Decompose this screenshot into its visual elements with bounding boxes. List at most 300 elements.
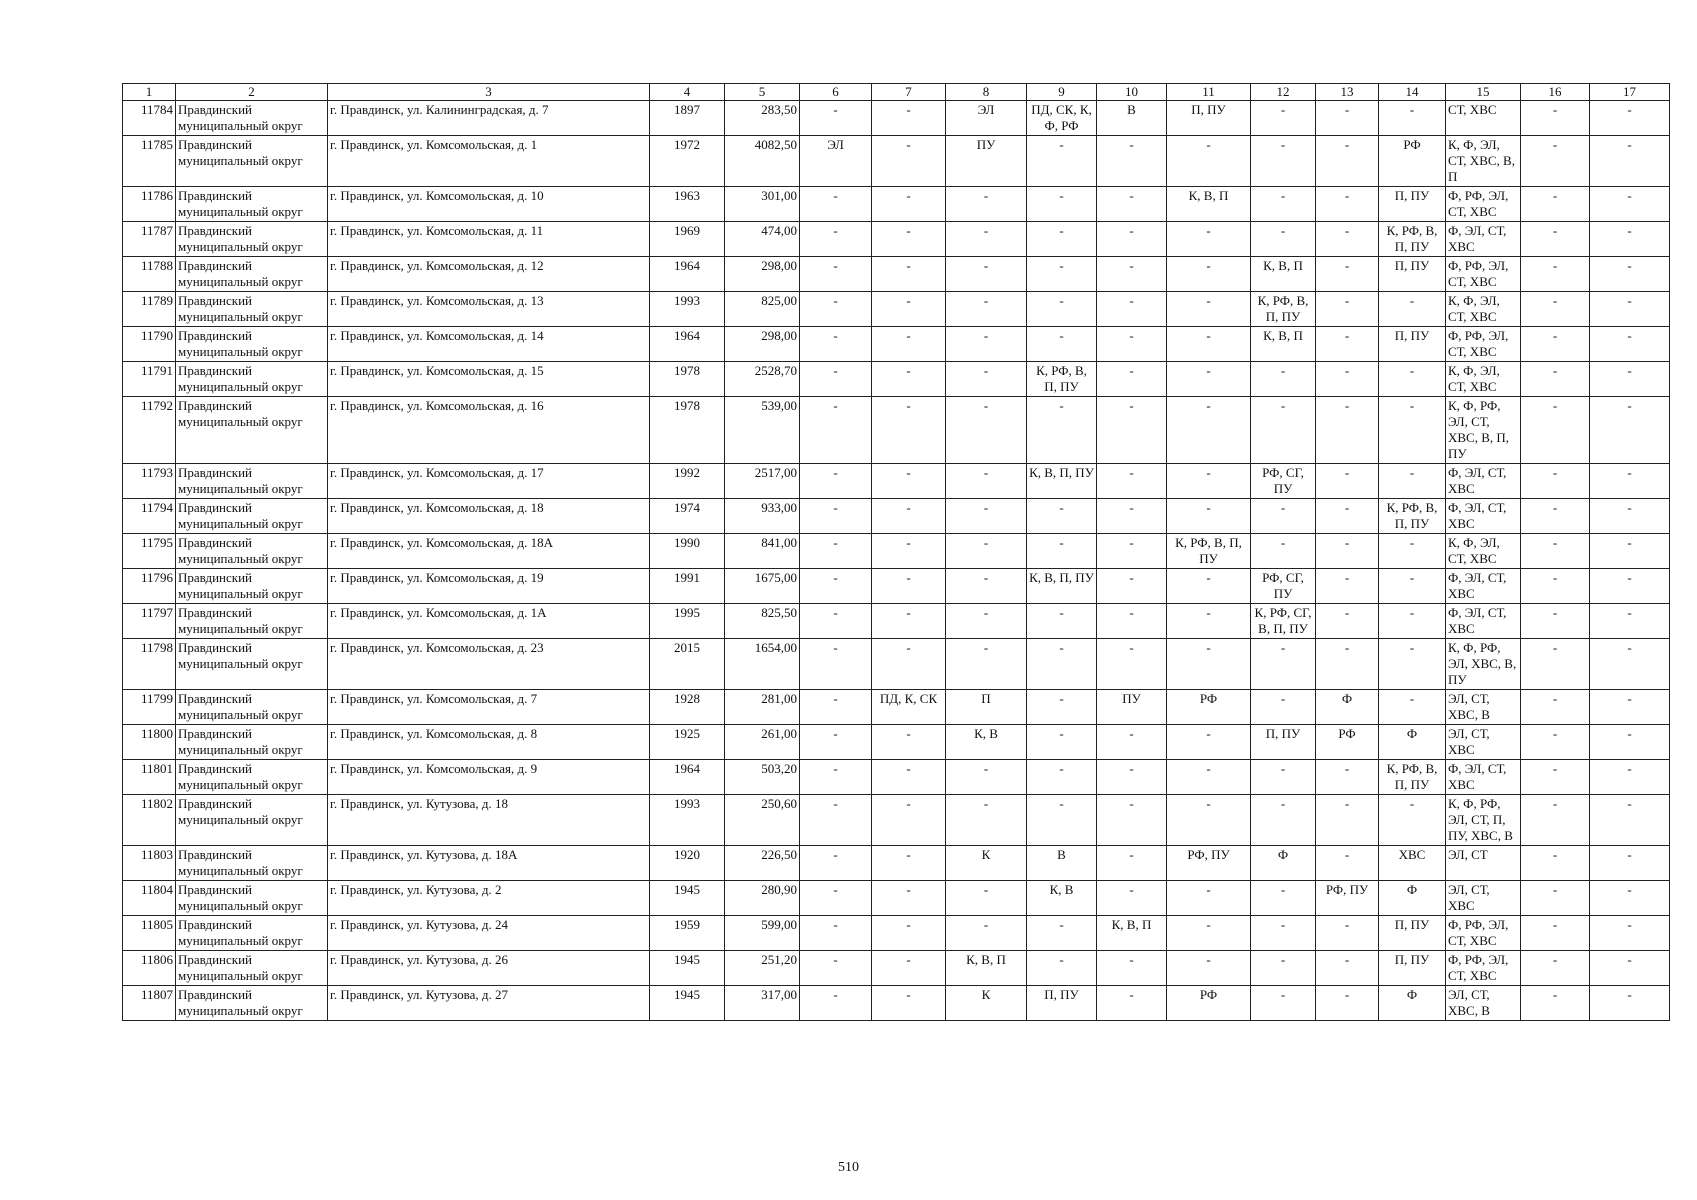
column-header: 16 <box>1521 84 1590 101</box>
table-cell: - <box>1097 986 1167 1021</box>
column-header: 12 <box>1251 84 1316 101</box>
table-cell: 11786 <box>123 187 176 222</box>
column-number-header-row <box>123 84 1670 101</box>
table-cell: К, РФ, В, П, ПУ <box>1379 499 1446 534</box>
table-cell: ЭЛ <box>800 136 872 187</box>
table-cell: - <box>1316 257 1379 292</box>
table-cell: - <box>1251 534 1316 569</box>
table-cell: Правдинский муниципальный округ <box>176 569 328 604</box>
table-cell: Правдинский муниципальный округ <box>176 499 328 534</box>
table-cell: - <box>1027 187 1097 222</box>
table-cell: - <box>1027 327 1097 362</box>
table-cell: - <box>800 534 872 569</box>
table-cell: - <box>946 397 1027 464</box>
table-cell: 11794 <box>123 499 176 534</box>
table-cell: - <box>872 916 946 951</box>
table-cell: - <box>1521 257 1590 292</box>
table-cell: г. Правдинск, ул. Кутузова, д. 26 <box>328 951 650 986</box>
table-cell: - <box>1027 725 1097 760</box>
table-cell: - <box>1097 292 1167 327</box>
table-body <box>123 101 1670 1021</box>
table-cell: 11788 <box>123 257 176 292</box>
table-cell: - <box>1097 397 1167 464</box>
table-cell: Правдинский муниципальный округ <box>176 986 328 1021</box>
table-cell: 1945 <box>650 881 725 916</box>
table-cell: Ф, РФ, ЭЛ, СТ, ХВС <box>1446 327 1521 362</box>
table-cell: - <box>946 534 1027 569</box>
column-header: 13 <box>1316 84 1379 101</box>
table-cell: 1945 <box>650 986 725 1021</box>
table-cell: Правдинский муниципальный округ <box>176 101 328 136</box>
table-cell: П, ПУ <box>1379 327 1446 362</box>
table-cell: - <box>1097 604 1167 639</box>
table-cell: - <box>1590 136 1670 187</box>
table-cell: К, РФ, В, П, ПУ <box>1379 222 1446 257</box>
table-cell: К <box>946 846 1027 881</box>
table-cell: - <box>1379 534 1446 569</box>
table-cell: Ф, ЭЛ, СТ, ХВС <box>1446 464 1521 499</box>
table-cell: - <box>800 604 872 639</box>
table-cell: - <box>1521 725 1590 760</box>
table-cell: Ф, РФ, ЭЛ, СТ, ХВС <box>1446 951 1521 986</box>
table-cell: - <box>1167 951 1251 986</box>
table-cell: К, В, П <box>1167 187 1251 222</box>
table-row <box>123 187 1670 222</box>
table-cell: 11798 <box>123 639 176 690</box>
table-cell: г. Правдинск, ул. Комсомольская, д. 13 <box>328 292 650 327</box>
table-cell: К, В, П, ПУ <box>1027 464 1097 499</box>
table-cell: г. Правдинск, ул. Комсомольская, д. 14 <box>328 327 650 362</box>
table-cell: ПД, СК, К, Ф, РФ <box>1027 101 1097 136</box>
table-cell: г. Правдинск, ул. Комсомольская, д. 23 <box>328 639 650 690</box>
table-cell: - <box>1167 760 1251 795</box>
table-cell: - <box>1027 222 1097 257</box>
table-cell: - <box>1590 292 1670 327</box>
table-cell: - <box>872 534 946 569</box>
table-cell: - <box>1316 292 1379 327</box>
table-cell: г. Правдинск, ул. Комсомольская, д. 11 <box>328 222 650 257</box>
table-row <box>123 222 1670 257</box>
table-cell: - <box>1167 604 1251 639</box>
table-cell: - <box>1251 639 1316 690</box>
table-cell: Ф <box>1251 846 1316 881</box>
table-row <box>123 257 1670 292</box>
table-cell: - <box>1316 795 1379 846</box>
table-cell: К, Ф, РФ, ЭЛ, ХВС, В, ПУ <box>1446 639 1521 690</box>
table-cell: К, В, П <box>1097 916 1167 951</box>
table-cell: - <box>1097 725 1167 760</box>
table-cell: - <box>800 846 872 881</box>
table-cell: Ф <box>1316 690 1379 725</box>
table-cell: 11784 <box>123 101 176 136</box>
table-cell: 1978 <box>650 397 725 464</box>
table-cell: Ф, РФ, ЭЛ, СТ, ХВС <box>1446 257 1521 292</box>
table-cell: Правдинский муниципальный округ <box>176 846 328 881</box>
table-cell: 1995 <box>650 604 725 639</box>
table-cell: 11807 <box>123 986 176 1021</box>
table-cell: - <box>1521 639 1590 690</box>
table-cell: 1928 <box>650 690 725 725</box>
table-cell: 599,00 <box>725 916 800 951</box>
table-cell: РФ, СГ, ПУ <box>1251 569 1316 604</box>
table-cell: СТ, ХВС <box>1446 101 1521 136</box>
table-cell: г. Правдинск, ул. Комсомольская, д. 17 <box>328 464 650 499</box>
table-row <box>123 760 1670 795</box>
table-row <box>123 639 1670 690</box>
table-cell: - <box>1251 187 1316 222</box>
table-cell: П, ПУ <box>1379 257 1446 292</box>
table-cell: Правдинский муниципальный округ <box>176 464 328 499</box>
table-cell: - <box>1251 397 1316 464</box>
column-header: 3 <box>328 84 650 101</box>
table-cell: - <box>1316 846 1379 881</box>
table-cell: - <box>1379 292 1446 327</box>
table-cell: 11804 <box>123 881 176 916</box>
table-cell: - <box>1590 464 1670 499</box>
column-header: 9 <box>1027 84 1097 101</box>
table-cell: - <box>1097 534 1167 569</box>
table-row <box>123 916 1670 951</box>
table-cell: - <box>946 327 1027 362</box>
table-cell: - <box>1167 397 1251 464</box>
table-cell: - <box>800 464 872 499</box>
table-cell: - <box>1316 397 1379 464</box>
table-cell: - <box>1590 499 1670 534</box>
table-cell: г. Правдинск, ул. Комсомольская, д. 8 <box>328 725 650 760</box>
table-row <box>123 292 1670 327</box>
table-cell: К, Ф, ЭЛ, СТ, ХВС, В, П <box>1446 136 1521 187</box>
column-header: 6 <box>800 84 872 101</box>
table-cell: - <box>1316 569 1379 604</box>
table-cell: - <box>1167 257 1251 292</box>
table-cell: 933,00 <box>725 499 800 534</box>
table-cell: - <box>1251 881 1316 916</box>
table-cell: - <box>1251 760 1316 795</box>
table-cell: К, РФ, В, П, ПУ <box>1251 292 1316 327</box>
table-cell: 1993 <box>650 292 725 327</box>
column-header: 11 <box>1167 84 1251 101</box>
table-cell: Ф, ЭЛ, СТ, ХВС <box>1446 569 1521 604</box>
table-cell: - <box>1167 881 1251 916</box>
table-cell: ЭЛ, СТ, ХВС, В <box>1446 986 1521 1021</box>
table-cell: 250,60 <box>725 795 800 846</box>
table-cell: 1964 <box>650 760 725 795</box>
table-cell: ЭЛ, СТ, ХВС <box>1446 725 1521 760</box>
table-row <box>123 499 1670 534</box>
table-cell: - <box>1167 795 1251 846</box>
table-cell: Ф, ЭЛ, СТ, ХВС <box>1446 604 1521 639</box>
table-cell: - <box>1097 362 1167 397</box>
table-cell: - <box>1316 327 1379 362</box>
table-cell: - <box>872 639 946 690</box>
table-cell: 11792 <box>123 397 176 464</box>
table-cell: 1945 <box>650 951 725 986</box>
table-cell: - <box>1251 916 1316 951</box>
table-cell: - <box>1521 222 1590 257</box>
column-header: 5 <box>725 84 800 101</box>
table-cell: г. Правдинск, ул. Комсомольская, д. 7 <box>328 690 650 725</box>
table-cell: - <box>1590 362 1670 397</box>
column-header: 1 <box>123 84 176 101</box>
table-cell: 251,20 <box>725 951 800 986</box>
table-cell: - <box>1316 101 1379 136</box>
table-cell: Ф <box>1379 986 1446 1021</box>
table-cell: К, Ф, ЭЛ, СТ, ХВС <box>1446 362 1521 397</box>
table-cell: - <box>1590 327 1670 362</box>
table-cell: К, В, П <box>946 951 1027 986</box>
table-cell: - <box>1097 464 1167 499</box>
table-cell: К, В, П <box>1251 327 1316 362</box>
table-cell: П, ПУ <box>1167 101 1251 136</box>
table-cell: - <box>1167 362 1251 397</box>
table-cell: г. Правдинск, ул. Комсомольская, д. 15 <box>328 362 650 397</box>
table-row <box>123 101 1670 136</box>
table-cell: - <box>800 362 872 397</box>
table-cell: - <box>800 101 872 136</box>
table-cell: - <box>1167 569 1251 604</box>
table-cell: К, РФ, В, П, ПУ <box>1379 760 1446 795</box>
table-cell: - <box>800 986 872 1021</box>
table-cell: - <box>1097 222 1167 257</box>
table-cell: 261,00 <box>725 725 800 760</box>
table-cell: - <box>1316 951 1379 986</box>
table-cell: г. Правдинск, ул. Комсомольская, д. 1 <box>328 136 650 187</box>
table-cell: - <box>872 951 946 986</box>
table-cell: 2517,00 <box>725 464 800 499</box>
table-cell: РФ, ПУ <box>1167 846 1251 881</box>
table-cell: - <box>1167 464 1251 499</box>
table-cell: - <box>1379 690 1446 725</box>
table-cell: 11799 <box>123 690 176 725</box>
table-cell: - <box>1521 397 1590 464</box>
table-cell: - <box>1521 916 1590 951</box>
column-header: 2 <box>176 84 328 101</box>
table-cell: 11789 <box>123 292 176 327</box>
table-cell: - <box>946 760 1027 795</box>
table-cell: - <box>1251 690 1316 725</box>
table-cell: - <box>1521 986 1590 1021</box>
table-cell: 11791 <box>123 362 176 397</box>
table-cell: г. Правдинск, ул. Кутузова, д. 27 <box>328 986 650 1021</box>
table-cell: - <box>946 464 1027 499</box>
table-cell: Правдинский муниципальный округ <box>176 916 328 951</box>
table-cell: г. Правдинск, ул. Калининградская, д. 7 <box>328 101 650 136</box>
table-cell: - <box>872 257 946 292</box>
table-cell: 226,50 <box>725 846 800 881</box>
table-cell: - <box>1167 916 1251 951</box>
column-header: 10 <box>1097 84 1167 101</box>
table-cell: - <box>1097 187 1167 222</box>
table-cell: К, РФ, СГ, В, П, ПУ <box>1251 604 1316 639</box>
table-cell: 11803 <box>123 846 176 881</box>
table-cell: К, Ф, РФ, ЭЛ, СТ, ХВС, В, П, ПУ <box>1446 397 1521 464</box>
table-cell: Правдинский муниципальный округ <box>176 292 328 327</box>
table-cell: 281,00 <box>725 690 800 725</box>
table-cell: - <box>1316 760 1379 795</box>
table-cell: - <box>1521 795 1590 846</box>
table-cell: - <box>1590 257 1670 292</box>
table-cell: К, РФ, В, П, ПУ <box>1167 534 1251 569</box>
table-cell: - <box>946 916 1027 951</box>
table-cell: - <box>872 187 946 222</box>
table-cell: - <box>1251 222 1316 257</box>
table-cell: В <box>1097 101 1167 136</box>
table-cell: - <box>872 604 946 639</box>
table-cell: - <box>946 222 1027 257</box>
column-header: 8 <box>946 84 1027 101</box>
table-row <box>123 362 1670 397</box>
table-cell: - <box>1251 951 1316 986</box>
table-cell: - <box>946 187 1027 222</box>
table-cell: 1964 <box>650 257 725 292</box>
table-cell: - <box>1167 725 1251 760</box>
table-cell: - <box>1027 292 1097 327</box>
table-cell: П, ПУ <box>1379 187 1446 222</box>
table-cell: 825,50 <box>725 604 800 639</box>
table-cell: - <box>1590 690 1670 725</box>
table-cell: - <box>1167 327 1251 362</box>
table-cell: РФ <box>1167 986 1251 1021</box>
table-cell: - <box>1251 986 1316 1021</box>
table-cell: - <box>946 639 1027 690</box>
table-cell: - <box>1251 795 1316 846</box>
table-cell: П, ПУ <box>1251 725 1316 760</box>
table-cell: Ф, ЭЛ, СТ, ХВС <box>1446 499 1521 534</box>
table-cell: - <box>1167 499 1251 534</box>
table-cell: - <box>872 136 946 187</box>
table-cell: - <box>1379 639 1446 690</box>
table-cell: 1963 <box>650 187 725 222</box>
table-cell: - <box>872 101 946 136</box>
table-cell: ХВС <box>1379 846 1446 881</box>
table-cell: ЭЛ <box>946 101 1027 136</box>
table-cell: 11802 <box>123 795 176 846</box>
table-cell: г. Правдинск, ул. Комсомольская, д. 18 <box>328 499 650 534</box>
table-cell: - <box>872 499 946 534</box>
table-cell: 1959 <box>650 916 725 951</box>
table-row <box>123 986 1670 1021</box>
table-cell: 2015 <box>650 639 725 690</box>
table-row <box>123 327 1670 362</box>
table-cell: - <box>872 881 946 916</box>
table-cell: 11785 <box>123 136 176 187</box>
table-cell: - <box>1521 760 1590 795</box>
table-cell: - <box>872 760 946 795</box>
table-cell: 11805 <box>123 916 176 951</box>
table-row <box>123 951 1670 986</box>
table-row <box>123 846 1670 881</box>
table-cell: 474,00 <box>725 222 800 257</box>
table-cell: - <box>800 881 872 916</box>
table-cell: К, Ф, ЭЛ, СТ, ХВС <box>1446 292 1521 327</box>
table-cell: - <box>1521 101 1590 136</box>
table-cell: - <box>800 725 872 760</box>
table-cell: - <box>1521 292 1590 327</box>
table-cell: - <box>1251 499 1316 534</box>
table-cell: - <box>1097 499 1167 534</box>
table-cell: - <box>946 604 1027 639</box>
table-cell: - <box>1590 187 1670 222</box>
table-cell: - <box>1379 604 1446 639</box>
table-cell: - <box>1097 639 1167 690</box>
table-cell: 1897 <box>650 101 725 136</box>
table-cell: - <box>1316 534 1379 569</box>
table-cell: 11797 <box>123 604 176 639</box>
table-cell: ПУ <box>946 136 1027 187</box>
table-cell: - <box>1590 725 1670 760</box>
table-cell: 539,00 <box>725 397 800 464</box>
table-cell: - <box>946 292 1027 327</box>
table-cell: РФ <box>1167 690 1251 725</box>
table-cell: Правдинский муниципальный округ <box>176 136 328 187</box>
table-cell: 280,90 <box>725 881 800 916</box>
table-cell: - <box>1027 257 1097 292</box>
table-cell: Правдинский муниципальный округ <box>176 604 328 639</box>
table-cell: - <box>1521 846 1590 881</box>
table-cell: - <box>872 464 946 499</box>
table-cell: 11800 <box>123 725 176 760</box>
table-cell: - <box>1521 362 1590 397</box>
table-cell: - <box>872 986 946 1021</box>
table-cell: 298,00 <box>725 327 800 362</box>
table-cell: К, Ф, РФ, ЭЛ, СТ, П, ПУ, ХВС, В <box>1446 795 1521 846</box>
table-cell: Ф, РФ, ЭЛ, СТ, ХВС <box>1446 916 1521 951</box>
page-number: 510 <box>838 1160 859 1175</box>
table-cell: - <box>1590 951 1670 986</box>
table-cell: Правдинский муниципальный округ <box>176 795 328 846</box>
table-cell: - <box>1027 534 1097 569</box>
table-cell: - <box>800 760 872 795</box>
table-cell: - <box>1027 795 1097 846</box>
table-cell: - <box>1521 951 1590 986</box>
table-cell: - <box>872 327 946 362</box>
table-cell: - <box>1521 187 1590 222</box>
table-cell: Ф <box>1379 881 1446 916</box>
table-cell: Правдинский муниципальный округ <box>176 951 328 986</box>
table-cell: Правдинский муниципальный округ <box>176 881 328 916</box>
table-cell: - <box>1521 136 1590 187</box>
table-cell: - <box>1590 760 1670 795</box>
table-cell: - <box>872 846 946 881</box>
table-cell: Ф, РФ, ЭЛ, СТ, ХВС <box>1446 187 1521 222</box>
table-cell: - <box>872 569 946 604</box>
table-cell: г. Правдинск, ул. Кутузова, д. 24 <box>328 916 650 951</box>
table-row <box>123 569 1670 604</box>
table-cell: - <box>1097 951 1167 986</box>
table-cell: г. Правдинск, ул. Комсомольская, д. 12 <box>328 257 650 292</box>
table-cell: 11795 <box>123 534 176 569</box>
table-cell: К, Ф, ЭЛ, СТ, ХВС <box>1446 534 1521 569</box>
table-cell: - <box>1590 846 1670 881</box>
table-cell: - <box>1167 639 1251 690</box>
table-cell: - <box>1590 604 1670 639</box>
table-cell: г. Правдинск, ул. Комсомольская, д. 9 <box>328 760 650 795</box>
table-cell: 1974 <box>650 499 725 534</box>
table-cell: - <box>1316 187 1379 222</box>
table-cell: - <box>1521 881 1590 916</box>
table-cell: 825,00 <box>725 292 800 327</box>
table-cell: - <box>800 639 872 690</box>
table-cell: - <box>1590 639 1670 690</box>
table-cell: Правдинский муниципальный округ <box>176 222 328 257</box>
table-cell: г. Правдинск, ул. Кутузова, д. 18А <box>328 846 650 881</box>
table-cell: - <box>1590 795 1670 846</box>
table-cell: 4082,50 <box>725 136 800 187</box>
table-cell: - <box>800 795 872 846</box>
table-cell: - <box>1521 534 1590 569</box>
table-cell: Правдинский муниципальный округ <box>176 327 328 362</box>
table-cell: 1978 <box>650 362 725 397</box>
